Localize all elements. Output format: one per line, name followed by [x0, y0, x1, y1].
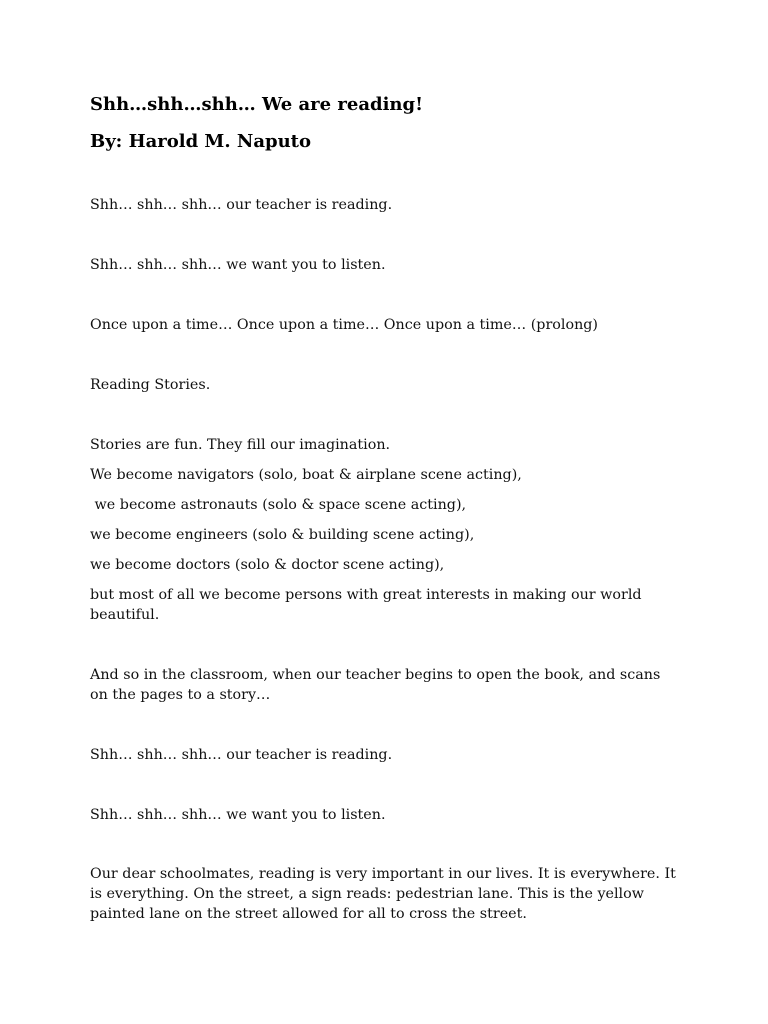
- text-line: Shh… shh… shh… we want you to listen.: [90, 257, 386, 273]
- text-line: Shh… shh… shh… our teacher is reading.: [90, 747, 393, 763]
- text-paragraph: Our dear schoolmates, reading is very important in our lives. It is everywhere. It is everything. On the street, a sign reads: pedestrian lane. This is the yellow painted lane on the street allowed for all to cross the street.: [90, 866, 676, 922]
- text-line: We become navigators (solo, boat & airplane scene acting),: [90, 467, 522, 483]
- text-line: Reading Stories.: [90, 377, 211, 393]
- text-line: Shh… shh… shh… our teacher is reading.: [90, 197, 393, 213]
- text-paragraph: but most of all we become persons with great interests in making our world beautiful.: [90, 587, 642, 623]
- document-title: Shh…shh…shh… We are reading!: [90, 94, 423, 115]
- text-line: we become astronauts (solo & space scene acting),: [90, 497, 467, 513]
- document-author: By: Harold M. Naputo: [90, 131, 312, 152]
- text-line: Once upon a time… Once upon a time… Once upon a time… (prolong): [90, 317, 599, 333]
- text-paragraph: And so in the classroom, when our teacher begins to open the book, and scans on the pages to a story…: [90, 667, 661, 703]
- text-line: Stories are fun. They fill our imagination.: [90, 437, 391, 453]
- text-line: we become engineers (solo & building scene acting),: [90, 527, 475, 543]
- text-line: we become doctors (solo & doctor scene acting),: [90, 557, 445, 573]
- text-line: Shh… shh… shh… we want you to listen.: [90, 807, 386, 823]
